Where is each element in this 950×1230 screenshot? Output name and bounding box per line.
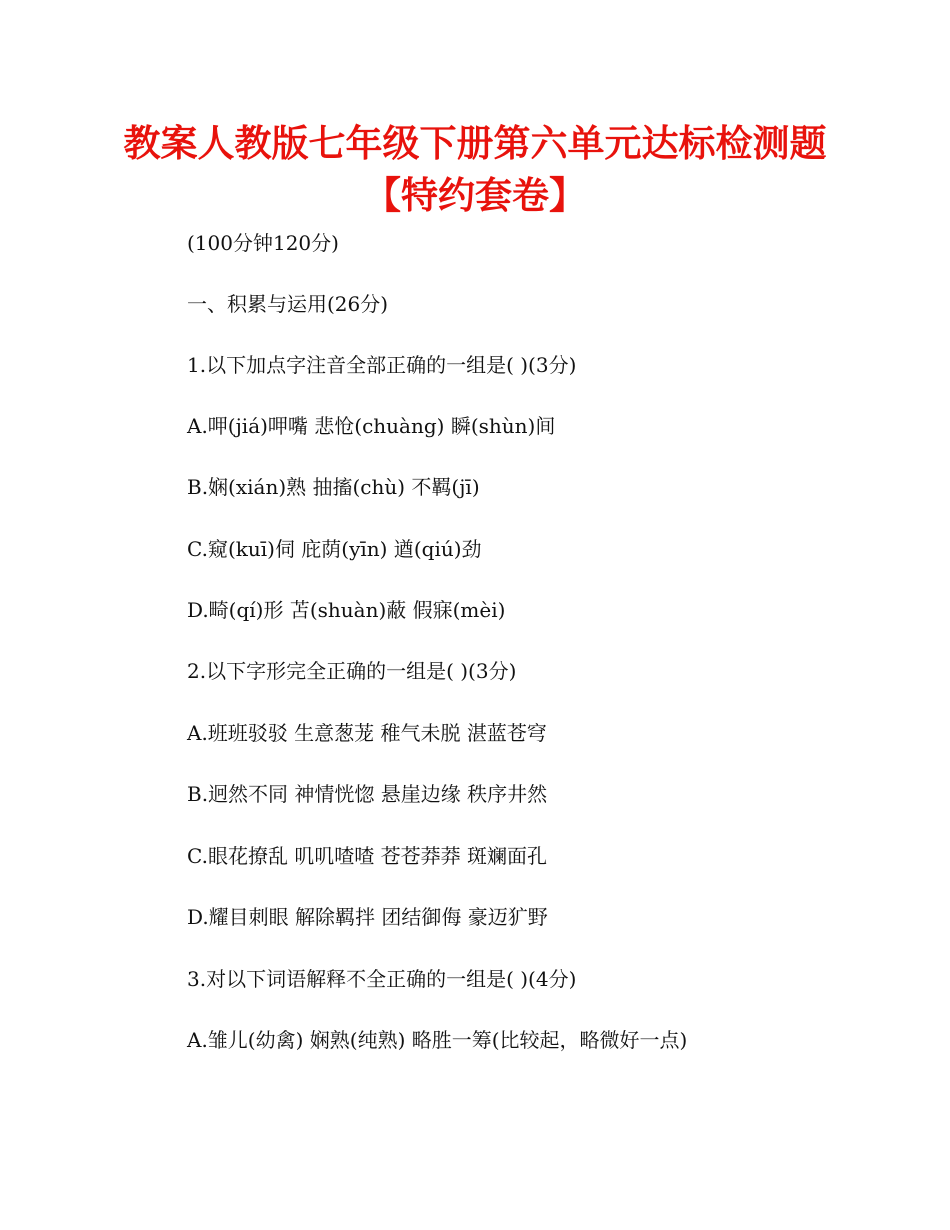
question-3-option-a: A.雏儿(幼禽) 娴熟(纯熟) 略胜一筹(比较起，略微好一点) [187,1028,688,1052]
question-1-option-c: C.窥(kuī)伺 庇荫(yīn) 遒(qiú)劲 [187,537,482,561]
question-2-option-c: C.眼花撩乱 叽叽喳喳 苍苍莽莽 斑斓面孔 [187,844,548,868]
question-2: 2.以下字形完全正确的一组是( )(3分) [187,659,517,683]
document-title: 教案人教版七年级下册第六单元达标检测题【特约套卷】 [123,122,827,217]
question-2-option-a: A.班班驳驳 生意葱茏 稚气未脱 湛蓝苍穹 [187,721,547,745]
question-2-option-b: B.迥然不同 神情恍惚 悬崖边缘 秩序井然 [187,782,548,806]
section-heading: 一、积累与运用(26分) [187,292,389,316]
question-3: 3.对以下词语解释不全正确的一组是( )(4分) [187,967,577,991]
question-2-option-d: D.耀目刺眼 解除羁拌 团结御侮 豪迈犷野 [187,905,548,929]
question-1-option-b: B.娴(xián)熟 抽搐(chù) 不羁(jī) [187,475,480,499]
question-1: 1.以下加点字注音全部正确的一组是( )(3分) [187,353,577,377]
exam-duration-score: (100分钟120分) [187,231,339,255]
question-1-option-d: D.畸(qí)形 苫(shuàn)蔽 假寐(mèi) [187,598,506,622]
question-1-option-a: A.呷(jiá)呷嘴 悲怆(chuàng) 瞬(shùn)间 [187,414,556,438]
